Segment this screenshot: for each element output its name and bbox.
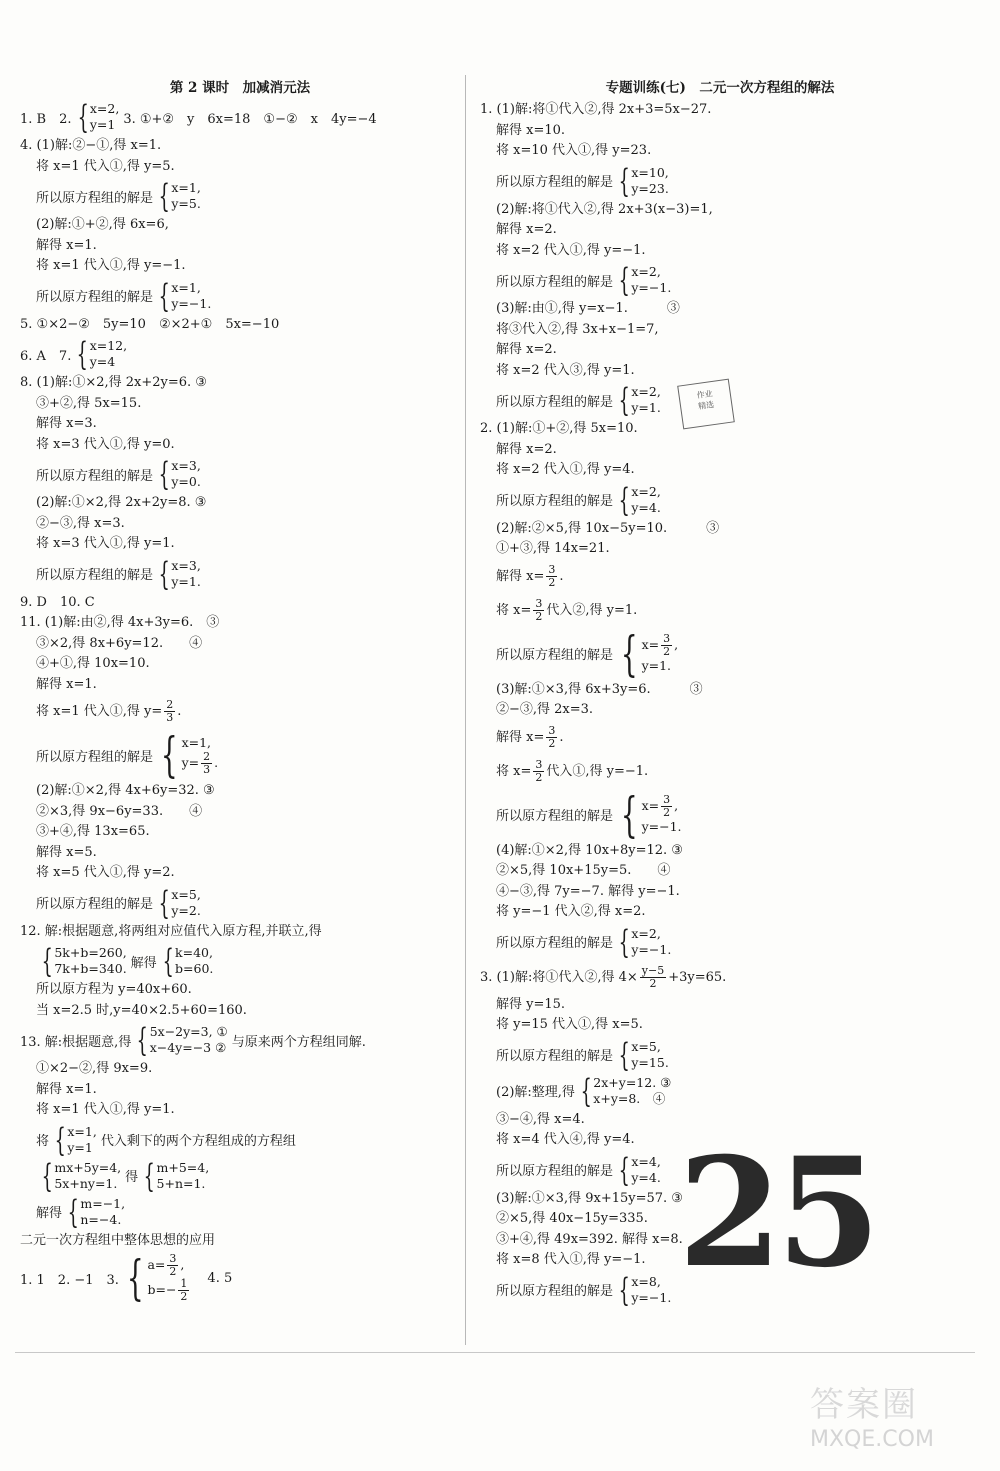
system-line: { mx+5y=4, 5x+ny=1. 得 { m+5=4, 5+n=1. [41,1156,210,1195]
text-line: 1. (1)解:将①代入②,得 2x+3=5x−27. [480,102,712,117]
text-line: ②−③,得 x=3. [36,515,125,531]
fraction: $\frac{2}{3}$ [166,698,174,724]
solution-line: 所以原方程组的解是 { x=2, y=−1. [496,261,672,299]
text-line: 12. 解:根据题意,将两组对应值代入原方程,并联立,得 [20,923,322,939]
brace-system: { x=4, y=4. [618,1150,661,1189]
text-line: ②−③,得 2x=3. [496,702,594,717]
text-line: 将 x=2 代入①,得 y=−1. [496,242,646,258]
text-line: 将 x=2 代入①,得 y=4. [496,462,635,477]
text-line: 将 y=−1 代入②,得 x=2. [496,904,646,919]
text-line: ③+④,得 13x=65. [36,824,150,839]
brace-system: { x=1, y=1 [54,1120,97,1159]
brace-system: { x=5, y=2. [158,883,201,922]
brace-system: { x=2, y=−1. [618,922,672,961]
text-line: 将 x=1 代入①,得 y=5. [36,158,175,174]
brace-system: { a= $\frac{3}{2}$ , b=− $\frac{1}{2}$ [126,1250,188,1306]
brace-system: { x=2, y=4. [618,480,661,519]
text-line: 解得 x=1. [36,1081,97,1097]
text-line: ③+④,得 49x=392. 解得 x=8. [496,1231,683,1247]
text-line: 5. ①×2−② 5y=10 ②×2+① 5x=−10 [20,316,280,332]
text-line: 解得 x=2. [496,441,557,457]
text-line: ①×2−②,得 9x=9. [36,1061,153,1076]
text-line: 解得 y=15. [496,996,566,1012]
text-line: 4. (1)解:②−①,得 x=1. [20,138,162,153]
brace-system: { mx+5y=4, 5x+ny=1. [41,1156,122,1195]
solution-line: 所以原方程组的解是 { x=2, y=1. [496,381,661,419]
text-line: ②×3,得 9x−6y=33. ④ [36,803,203,819]
text-line: 8. (1)解:①×2,得 2x+2y=6. ③ [20,375,207,390]
text-line: (2)解:②×5,得 10x−5y=10. ③ [496,520,720,536]
fraction: $\frac{3}{2}$ [535,757,543,784]
brace-system: { x=2, y=−1. [618,261,672,299]
text-line: 解得 x=10. [496,122,566,138]
solution-line: 所以原方程组的解是 { x=1, y=5. [36,177,201,215]
solution-line: 所以原方程组的解是 { x=3, y=1. [36,554,201,593]
fraction-line: 解得 x= $\frac{3}{2}$ . [496,723,564,750]
text-line: (3)解:①×3,得 9x+15y=57. ③ [496,1190,683,1206]
solution-line: 解得 { m=−1, n=−4. [36,1192,126,1231]
brace-system: { x=1, y=−1. [158,276,212,315]
text-line: ③−④,得 x=4. [496,1111,585,1127]
column-divider [465,75,466,1345]
solution-line: 所以原方程组的解是 { x=1, y=−1. [36,276,212,315]
text-line: (3)解:①×3,得 6x+3y=6. ③ [496,681,703,697]
brace-system: { x=10, y=23. [618,161,669,200]
brace-system: { x=12, y=4 [76,335,128,373]
fraction: $\frac{3}{2}$ [548,723,556,750]
text-line: ④+①,得 10x=10. [36,656,150,671]
brace-system: { x=1, y= $\frac{2}{3}$ . [160,727,219,783]
solution-line: 所以原方程组的解是 { x=5, y=2. [36,883,201,922]
brace-system: { x=3, y=1. [158,554,201,593]
brace-system: { 5x−2y=3, ① x−4y=−3 ② [136,1021,228,1059]
text-line: 将 x=1 代入①,得 y=1. [36,1102,175,1117]
brace-system: { 5k+b=260, 7k+b=340. [41,942,127,980]
fraction-line: 将 x= $\frac{3}{2}$ 代入②,得 y=1. [496,596,638,623]
right-column [480,78,960,1309]
brace-system: { x=1, y=5. [158,177,201,215]
answer-q1: 1. B 2. { x=2, y=1 3. ①+② y 6x=18 ①−② x 4y=−4 [20,98,377,136]
text-line: 将 x=3 代入①,得 y=1. [36,536,175,551]
text-line: 将 x=3 代入①,得 y=0. [36,436,175,452]
fraction-line: 3. (1)解:将①代入②,得 4× $\frac{y-5}{2}$ +3y=65. [480,963,727,990]
fraction-line: 将 x= $\frac{3}{2}$ 代入①,得 y=−1. [496,757,649,784]
text-line: ②×5,得 10x+15y=5. ④ [496,863,671,878]
brace-system: { x=8, y=−1. [618,1270,672,1309]
bottom-rule [15,1352,975,1353]
text-line: 2. (1)解:①+②,得 5x=10. [480,421,638,436]
system-line: { 5k+b=260, 7k+b=340. 解得 { k=40, b=60. [41,942,214,980]
answer-q6: 6. A 7. { x=12, y=4 [20,335,128,373]
page-number: 25 [678,1125,875,1301]
text-line: 将 x=8 代入①,得 y=−1. [496,1252,646,1267]
text-line: 将 x=2 代入③,得 y=1. [496,362,635,378]
text-line: (4)解:①×2,得 10x+8y=12. ③ [496,842,683,858]
text-line: ③+②,得 5x=15. [36,395,142,411]
solution-line: 所以原方程组的解是 { x=4, y=4. [496,1150,661,1189]
watermark-logo: 答案圈 MXQE.COM [810,1385,934,1452]
solution-line: 所以原方程组的解是 { x=1, y= $\frac{2}{3}$ . [36,727,219,783]
text-line: 将 x=4 代入④,得 y=4. [496,1132,635,1147]
text-line: 9. D 10. C [20,594,95,610]
text-line: 解得 x=1. [36,237,97,253]
text-line: 解得 x=3. [36,416,97,431]
text-line: 解得 x=2. [496,342,557,357]
text-line: 解得 x=2. [496,222,557,237]
left-title: 第 2 课时 加减消元法 [169,80,311,96]
text-line: 当 x=2.5 时,y=40×2.5+60=160. [36,1002,247,1018]
solution-line: 所以原方程组的解是 { x=3, y=0. [36,455,201,493]
text-line: (2)解:①×2,得 4x+6y=32. ③ [36,783,215,798]
solution-line: 所以原方程组的解是 { x=5, y=15. [496,1035,669,1074]
text-line: (2)解:①×2,得 2x+2y=8. ③ [36,495,207,510]
text-line: 解得 x=1. [36,676,97,692]
text-line: ④−③,得 7y=−7. 解得 y=−1. [496,883,680,899]
solution-line: 所以原方程组的解是 { x=10, y=23. [496,161,669,200]
text-line: 将 y=15 代入①,得 x=5. [496,1017,643,1032]
solution-line: 所以原方程组的解是 { x= $\frac{3}{2}$ , y=−1. [496,786,682,843]
fraction-line: 解得 x= $\frac{3}{2}$ . [496,562,564,589]
brace-system: { 2x+y=12. ③ x+y=8. ④ [580,1071,672,1110]
stamp-mark: 作业 精选 [677,379,735,430]
text-line: (2)解:①+②,得 6x=6, [36,217,169,232]
text-line: ①+③,得 14x=21. [496,541,610,556]
brace-system: { x= $\frac{3}{2}$ , y=−1. [620,786,682,843]
fraction-line: 将 x=1 代入①,得 y= $\frac{2}{3}$ . [36,698,182,724]
solution-line: 所以原方程组的解是 { x=2, y=4. [496,480,661,519]
text-line: ③×2,得 8x+6y=12. ④ [36,635,203,651]
fraction: $\frac{y-5}{2}$ [641,963,665,990]
solution-line: 所以原方程组的解是 { x=8, y=−1. [496,1270,672,1309]
text-line: 将 x=10 代入①,得 y=23. [496,143,652,158]
right-title: 专题训练(七) 二元一次方程组的解法 [605,80,835,96]
brace-system: { m=−1, n=−4. [67,1192,126,1231]
brace-system: { x=5, y=15. [618,1035,669,1074]
answer-last: 1. 1 2. −1 3. { a= $\frac{3}{2}$ , b=− $\frac{1}{2}$ 4. 5 [20,1250,233,1306]
brace-system: { x=3, y=0. [158,455,201,493]
system-line: (2)解:整理,得 { 2x+y=12. ③ x+y=8. ④ [496,1071,672,1110]
brace-system: { x=2, y=1. [618,381,661,419]
brace-system: { x= $\frac{3}{2}$ , y=1. [620,625,679,682]
text-line: 将 x=1 代入①,得 y=−1. [36,258,186,273]
brace-system: { x=2, y=1 [77,98,120,136]
text-line: ②×5,得 40x−15y=335. [496,1211,648,1226]
answer-q13: 13. 解:根据题意,得 { 5x−2y=3, ① x−4y=−3 ② 与原来两个方程组同解. [20,1021,366,1059]
system-line: 将 { x=1, y=1 代入剩下的两个方程组成的方程组 [36,1120,296,1159]
text-line: 将③代入②,得 3x+x−1=7, [496,321,659,337]
solution-line: 所以原方程组的解是 { x= $\frac{3}{2}$ , y=1. [496,625,679,682]
text-line: (2)解:将①代入②,得 2x+3(x−3)=1, [496,201,713,217]
text-line: (3)解:由①,得 y=x−1. ③ [496,301,680,316]
solution-line: 所以原方程组的解是 { x=2, y=−1. [496,922,672,961]
text-line: 11. (1)解:由②,得 4x+3y=6. ③ [20,615,220,630]
text-line: 所以原方程为 y=40x+60. [36,982,192,997]
text-line: 解得 x=5. [36,844,97,860]
left-column [20,78,460,1305]
text-line: 将 x=5 代入①,得 y=2. [36,865,175,880]
brace-system: { m+5=4, 5+n=1. [143,1156,210,1195]
fraction: $\frac{3}{2}$ [535,596,543,623]
fraction: $\frac{3}{2}$ [548,562,556,589]
section-heading: 二元一次方程组中整体思想的应用 [20,1232,216,1248]
brace-system: { k=40, b=60. [162,942,214,980]
